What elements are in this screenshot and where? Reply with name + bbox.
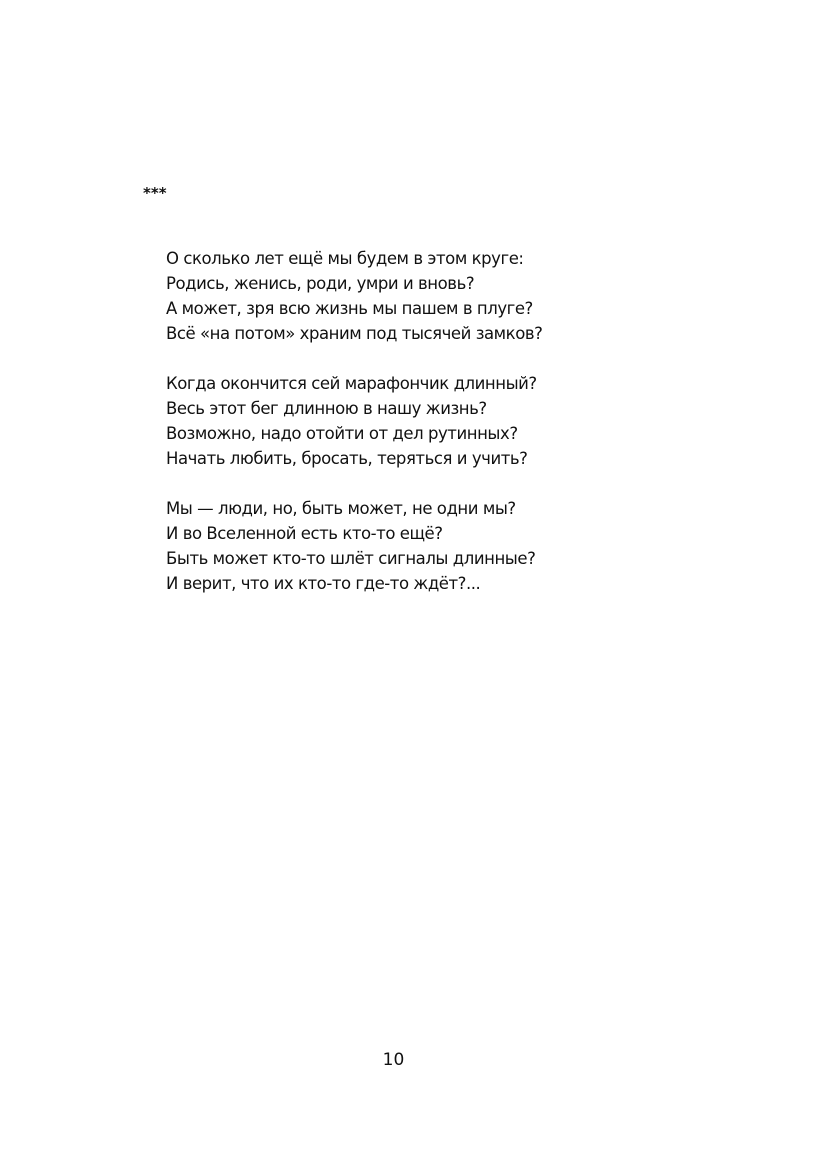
poem-line: О сколько лет ещё мы будем в этом круге: — [166, 249, 524, 268]
poem-line: Родись, женись, роди, умри и вновь? — [166, 274, 475, 293]
poem-line: Когда окончится сей марафончик длинный? — [166, 374, 537, 393]
page-number: 10 — [382, 1050, 405, 1070]
stanza-3 — [166, 496, 542, 596]
poem-line: А может, зря всю жизнь мы пашем в плуге? — [166, 299, 533, 318]
poem — [166, 246, 542, 621]
poem-line: Весь этот бег длинною в нашу жизнь? — [166, 399, 487, 418]
stanza-1 — [166, 246, 542, 346]
poem-line: И верит, что их кто-то где-то ждёт?... — [166, 574, 481, 593]
section-marker: *** — [143, 184, 167, 202]
poem-line: Мы — люди, но, быть может, не одни мы? — [166, 499, 516, 518]
stanza-2 — [166, 371, 542, 471]
poem-line: Возможно, надо отойти от дел рутинных? — [166, 424, 518, 443]
poem-line: Всё «на потом» храним под тысячей замков? — [166, 324, 543, 343]
poem-line: Быть может кто-то шлёт сигналы длинные? — [166, 549, 536, 568]
poem-line: Начать любить, бросать, теряться и учить? — [166, 449, 528, 468]
poem-line: И во Вселенной есть кто-то ещё? — [166, 524, 443, 543]
